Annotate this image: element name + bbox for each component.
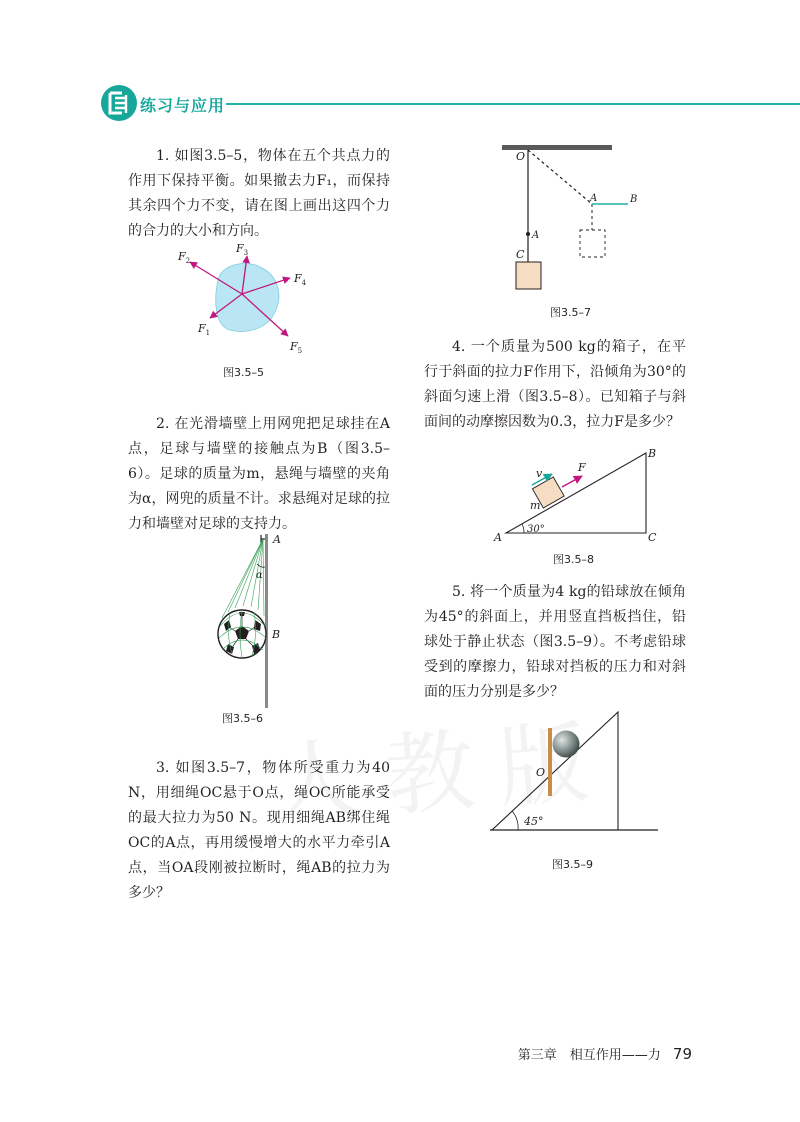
problem-3-number: 3.	[156, 760, 170, 776]
problem-2-text: 在光滑墙壁上用网兜把足球挂在A点，足球与墙壁的接触点为B（图3.5–6）。足球的质量为m，悬绳与墙壁的夹角为α，网兜的质量不计。求悬绳对足球的拉力和墙壁对足球的支持力。	[128, 416, 390, 532]
label-b: B	[648, 447, 657, 460]
caption-fig-3-5-8: 图3.5–8	[553, 553, 594, 566]
label-f4: $F_4$	[294, 272, 307, 287]
page-footer	[518, 1044, 692, 1063]
figure-3-5-9	[490, 708, 660, 834]
dashed-box	[580, 230, 605, 257]
lead-ball	[553, 731, 580, 758]
label-a-vertical: A	[532, 230, 540, 241]
problem-2	[128, 412, 390, 537]
label-a-displaced: A	[590, 193, 598, 204]
label-b: B	[630, 194, 638, 205]
label-f: F	[578, 461, 586, 474]
label-a: A	[494, 531, 502, 544]
label-f3: $F_3$	[236, 242, 249, 257]
hanging-box	[516, 262, 541, 289]
label-f1: $F_1$	[198, 322, 211, 337]
problem-3	[128, 756, 390, 906]
label-angle-45: 45°	[524, 815, 544, 828]
football	[218, 610, 266, 658]
label-m: m	[530, 499, 541, 512]
problem-5-number: 5.	[452, 584, 466, 600]
problem-2-number: 2.	[156, 416, 170, 432]
problem-4-number: 4.	[452, 339, 466, 355]
force-arrow-f	[562, 476, 582, 487]
figure-3-5-7	[500, 142, 650, 297]
problem-4	[424, 335, 686, 435]
incline-45	[492, 712, 618, 830]
object-blob	[216, 264, 279, 332]
section-title: 练习与应用	[140, 96, 226, 115]
problem-1-text: 如图3.5–5，物体在五个共点力的作用下保持平衡。如果撤去力F₁，而保持其余四个力不变，请在图上画出这四个力的合力的大小和方向。	[128, 148, 391, 239]
wall	[265, 534, 268, 708]
label-v: v	[536, 467, 543, 480]
page-number: 79	[672, 1045, 692, 1063]
label-c: C	[516, 248, 525, 261]
chapter-title: 第三章 相互作用——力	[517, 1048, 661, 1063]
problem-3-text: 如图3.5–7，物体所受重力为40 N，用细绳OC悬于O点，绳OC所能承受的最大拉力为50 N。现用细绳AB绑住绳OC的A点，再用缓慢增大的水平力牵引A点，当OA段刚被拉断时，绳AB的拉力为多少？	[128, 760, 390, 901]
baffle-board	[548, 728, 552, 796]
label-angle-30: 30°	[527, 524, 545, 535]
label-b: B	[272, 628, 281, 641]
figure-3-5-6	[210, 530, 300, 710]
practice-icon	[100, 84, 138, 122]
caption-fig-3-5-9: 图3.5–9	[552, 858, 593, 871]
label-o: O	[536, 766, 546, 779]
incline-30	[506, 453, 646, 533]
problem-5	[424, 580, 686, 705]
problem-1-number: 1.	[156, 148, 170, 164]
label-f2: $F_2$	[178, 250, 191, 265]
section-header	[100, 84, 800, 124]
label-o: O	[516, 150, 526, 163]
label-alpha: α	[256, 570, 263, 581]
section-divider	[226, 103, 800, 105]
caption-fig-3-5-6: 图3.5–6	[222, 712, 263, 725]
label-f5: $F_5$	[290, 340, 303, 355]
label-a: A	[273, 533, 281, 546]
problem-4-text: 一个质量为500 kg的箱子，在平行于斜面的拉力F作用下，沿倾角为30°的斜面匀速上滑（图3.5–8）。已知箱子与斜面间的动摩擦因数为0.3，拉力F是多少？	[424, 339, 686, 430]
problem-5-text: 将一个质量为4 kg的铅球放在倾角为45°的斜面上，并用竖直挡板挡住，铅球处于静止状态（图3.5–9）。不考虑铅球受到的摩擦力，铅球对挡板的压力和对斜面的压力分别是多少？	[424, 584, 686, 700]
problem-1	[128, 144, 390, 244]
figure-3-5-8	[494, 445, 664, 545]
caption-fig-3-5-5: 图3.5–5	[223, 366, 264, 379]
label-c: C	[648, 531, 657, 544]
figure-3-5-5	[170, 238, 320, 358]
caption-fig-3-5-7: 图3.5–7	[550, 306, 591, 319]
